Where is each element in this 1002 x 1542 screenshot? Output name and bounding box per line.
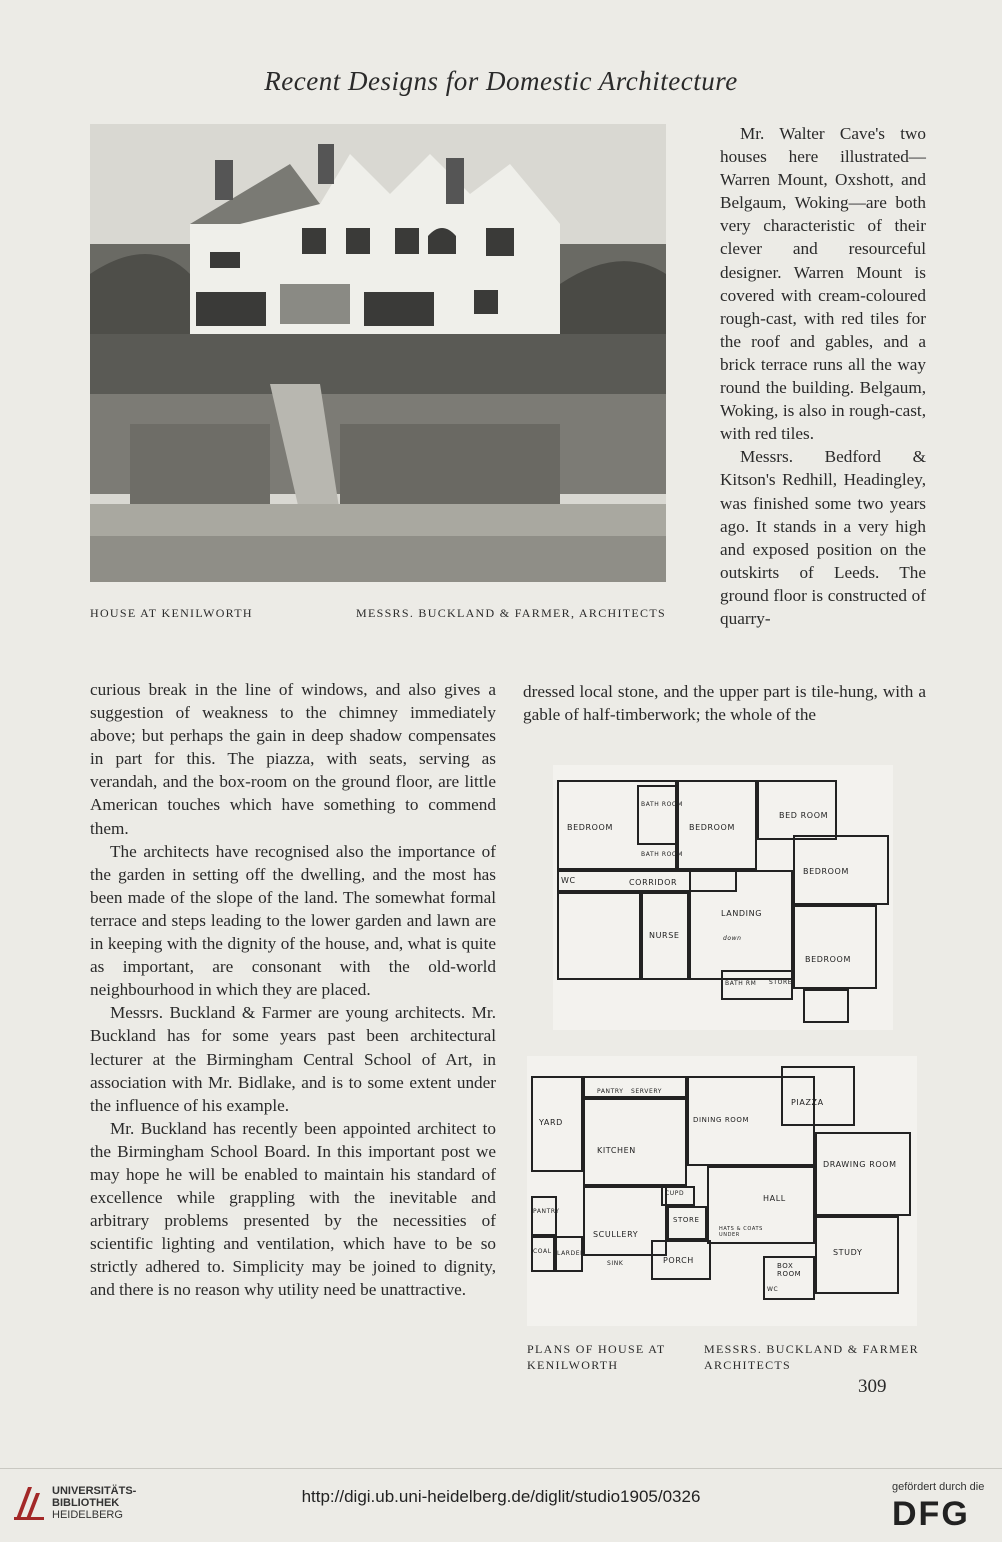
plan-label: YARD — [539, 1118, 563, 1127]
paragraph: curious break in the line of windows, and also gives a suggestion of weakness to the chimney immediately above; but perhaps the gain in deep shadow compensates in part for this. The piazza, with seats, serving as verandah, and the box-room on the ground floor, are little American touches which have something to commend them. — [90, 680, 496, 838]
plan-label: STORE — [673, 1216, 700, 1224]
photo-caption-right: MESSRS. BUCKLAND & FARMER, ARCHITECTS — [356, 606, 666, 620]
dfg-logo: DFG — [892, 1495, 970, 1533]
plan-room — [689, 870, 793, 980]
plan-label: BATH ROOM — [641, 851, 684, 858]
plan-label: BEDROOM — [803, 867, 849, 876]
right-continuation: dressed local stone, and the upper part is tile-hung, with a gable of half-timberwork; the whole of the — [523, 682, 926, 725]
plan-label: SCULLERY — [593, 1230, 639, 1239]
plan-label: SINK — [607, 1260, 624, 1267]
page-header: Recent Designs for Domestic Architecture — [264, 66, 738, 96]
plan-label: PANTRY — [597, 1088, 624, 1095]
ground-floor-plan — [527, 1056, 917, 1326]
library-name-line: HEIDELBERG — [52, 1509, 123, 1521]
plan-label: BATH ROOM — [641, 801, 684, 808]
upper-floor-plan — [553, 765, 893, 1030]
plan-room — [803, 989, 849, 1023]
plan-label: CUPD — [665, 1190, 685, 1197]
plan-room — [793, 905, 877, 989]
plan-label: HALL — [763, 1194, 786, 1203]
plan-label: LANDING — [721, 909, 763, 918]
caption-line: MESSRS. BUCKLAND & FARMER — [704, 1342, 919, 1356]
plans-caption-right — [704, 1341, 919, 1373]
plan-label: PORCH — [663, 1256, 694, 1265]
plan-label: BATH RM — [725, 980, 757, 987]
funding-label: gefördert durch die — [892, 1481, 985, 1493]
paragraph: Mr. Buckland has recently been appointed architect to the Birmingham School Board. In this important post we may hope he will be enabled to maintain his standard of excellence while grappling with the inevitable and arbitrary problems presented by the necessities of scientific lighting and ventilation, which have to be so strictly adhered to. Simplicity may be joined to dignity, and there is no reason why utility need be unattractive. — [90, 1118, 496, 1300]
plan-label: KITCHEN — [597, 1146, 636, 1155]
caption-line: ARCHITECTS — [704, 1358, 792, 1372]
plan-label: COAL — [533, 1248, 552, 1255]
paragraph: Messrs. Buckland & Farmer are young architects. Mr. Buckland has for some years past been architectural lecturer at the Birmingham Central School of Art, in association with Mr. Bidlake, and is to some extent under the influence of his example. — [90, 1003, 496, 1115]
plan-label: PIAZZA — [791, 1098, 824, 1107]
paragraph: The architects have recognised also the importance of the garden in setting off the dwelling, and the most has been made of the slope of the land. The somewhat formal terrace and steps leading to the lower garden and lawn are in keeping with the dignity of the house, and, what is quite as important, are consonant with the old-world neighbourhood in which they are placed. — [90, 841, 496, 1000]
paragraph: Mr. Walter Cave's two houses here illustrated—Warren Mount, Oxshott, and Belgaum, Woking—are both very characteristic of their clever and resourceful designer. Warren Mount is covered with cream-coloured rough-cast, with red tiles for the roof and gables, and a brick terrace runs all the way round the building. Belgaum, Woking, is also in rough-cast, with red tiles. — [720, 124, 926, 444]
plan-label: DINING ROOM — [693, 1116, 750, 1124]
library-name-line: BIBLIOTHEK — [52, 1497, 120, 1509]
plan-room — [637, 785, 677, 845]
plan-label: BED ROOM — [779, 811, 829, 820]
plan-room — [815, 1132, 911, 1216]
plan-label: down — [723, 935, 742, 942]
plan-label: BEDROOM — [689, 823, 735, 832]
caption-line: PLANS OF HOUSE AT — [527, 1342, 666, 1356]
plan-label: STUDY — [833, 1248, 863, 1257]
plan-label: STORE — [769, 979, 793, 986]
photo-caption-left: HOUSE AT KENILWORTH — [90, 606, 253, 620]
plan-room — [757, 780, 837, 840]
plan-room — [583, 1098, 687, 1186]
page-number: 309 — [858, 1376, 887, 1397]
plan-label: PANTRY — [533, 1208, 560, 1215]
library-name-line: UNIVERSITÄTS- — [52, 1485, 137, 1497]
house-photograph — [90, 124, 666, 582]
plan-label: DRAWING ROOM — [823, 1160, 897, 1169]
plan-room — [557, 892, 641, 980]
source-url-link[interactable]: http://digi.ub.uni-heidelberg.de/diglit/studio1905/0326 — [301, 1487, 701, 1506]
plan-label: LARDER — [557, 1250, 585, 1257]
plan-label: CORRIDOR — [629, 878, 678, 887]
plan-label: BOX ROOM — [777, 1262, 802, 1278]
plan-room — [781, 1066, 855, 1126]
footer-bar — [0, 1468, 1002, 1542]
right-column — [720, 122, 926, 630]
plan-room — [531, 1196, 557, 1236]
house-photo-drawing — [90, 124, 666, 582]
plan-label: HATS & COATS UNDER — [719, 1226, 763, 1238]
plan-label: WC — [561, 876, 576, 885]
plan-label: BEDROOM — [567, 823, 613, 832]
left-column — [90, 678, 496, 1302]
caption-line: KENILWORTH — [527, 1358, 619, 1372]
plan-label: NURSE — [649, 931, 680, 940]
plans-caption-left — [527, 1341, 665, 1373]
plan-label: WC — [767, 1286, 779, 1293]
paragraph: Messrs. Bedford & Kitson's Redhill, Headingley, was finished some two years ago. It stands in a very high and exposed position on the outskirts of Leeds. The ground floor is constructed of quarry- — [720, 447, 926, 628]
plan-label: BEDROOM — [805, 955, 851, 964]
plan-label: SERVERY — [631, 1088, 662, 1095]
